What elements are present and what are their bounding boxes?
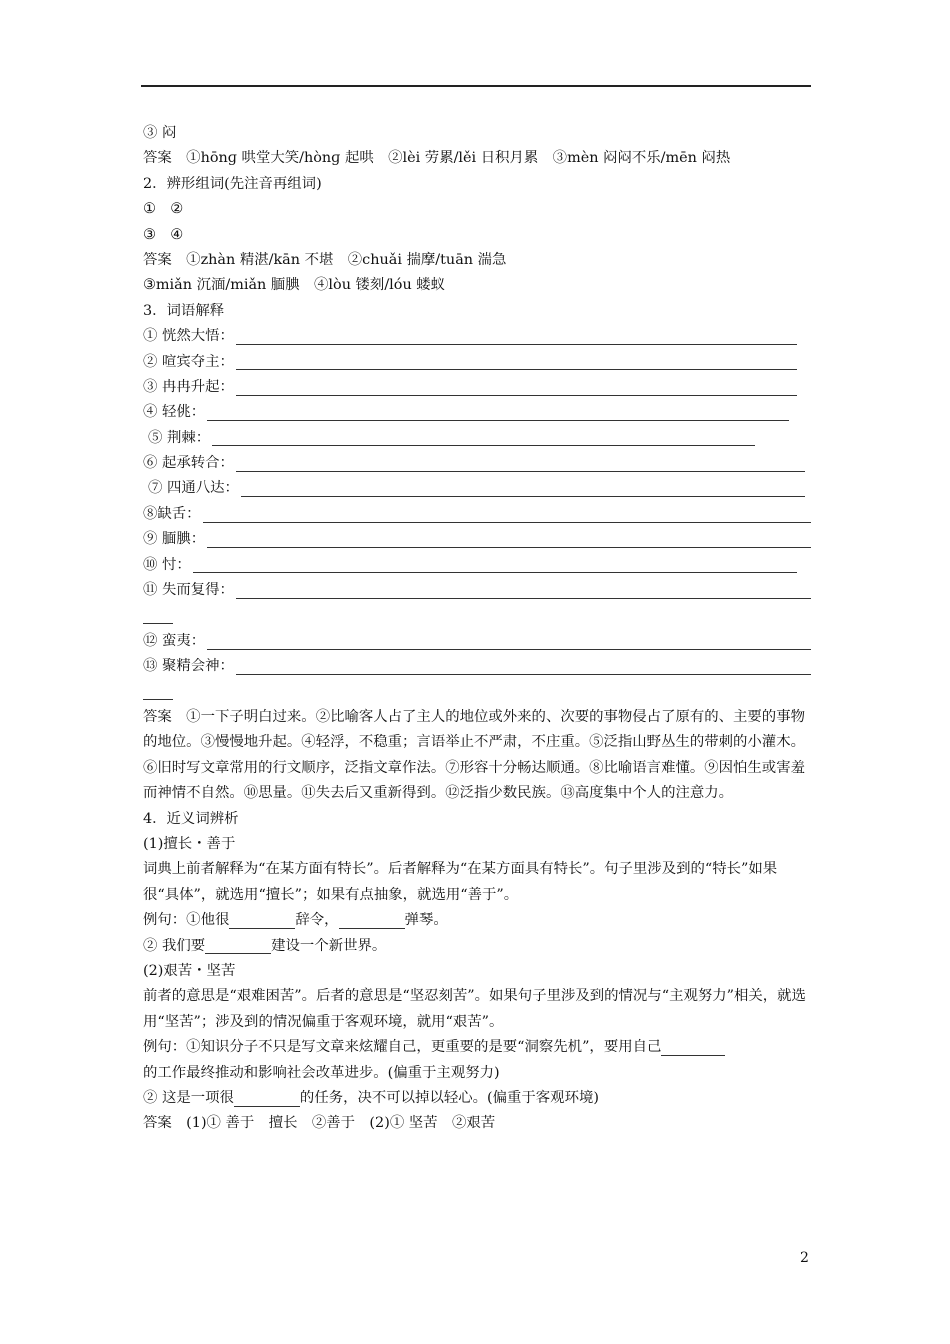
term-row xyxy=(143,578,811,603)
document-body xyxy=(143,121,811,1137)
term-label: ⑤ 荆棘： xyxy=(148,429,211,446)
term-row xyxy=(143,654,811,679)
example-text: ② 这是一项很 xyxy=(143,1089,234,1106)
example-text: 弹琴。 xyxy=(404,912,448,929)
answer-blank[interactable] xyxy=(236,380,797,396)
term-row-continuation xyxy=(143,680,811,705)
example-text: 辞令， xyxy=(295,912,339,929)
page-number: 2 xyxy=(800,1250,809,1266)
answer-blank[interactable] xyxy=(212,430,755,446)
term-row xyxy=(143,375,811,400)
sec2-row2: ③ ④ xyxy=(143,226,184,243)
term-row xyxy=(143,350,811,375)
fill-blank[interactable] xyxy=(339,913,405,929)
example-text: 的任务，决不可以掉以轻心。(偏重于客观环境) xyxy=(299,1089,599,1106)
answer-blank[interactable] xyxy=(193,557,797,573)
term-row xyxy=(143,400,811,425)
term-label: ① 恍然大悟： xyxy=(143,328,234,345)
term-label: ⑥ 起承转合： xyxy=(143,455,234,472)
sec4-sub2-example1a xyxy=(143,1035,811,1060)
fill-blank[interactable] xyxy=(229,913,295,929)
term-label: ⑦ 四通八达： xyxy=(148,480,239,497)
answer-blank[interactable] xyxy=(236,354,797,370)
fill-blank[interactable] xyxy=(234,1091,300,1107)
sec2-answer1: 答案 ①zhàn 精湛/kān 不堪 ②chuǎi 揣摩/tuān 湍急 xyxy=(143,251,507,268)
term-row xyxy=(143,451,811,476)
sec4-sub1-example2 xyxy=(143,934,811,959)
sec4-sub2-example1b: 的工作最终推动和影响社会改革进步。(偏重于主观努力) xyxy=(143,1064,500,1081)
answer-blank[interactable] xyxy=(236,659,811,675)
answer-blank[interactable] xyxy=(241,481,805,497)
fill-blank[interactable] xyxy=(661,1040,725,1056)
example-text: 例句：①知识分子不只是写文章来炫耀自己，更重要的是要“洞察先机”，要用自己 xyxy=(143,1039,662,1056)
term-label: ⑩ 忖： xyxy=(143,556,191,573)
term-label: ⑧缺舌： xyxy=(143,505,201,522)
fill-blank[interactable] xyxy=(205,938,271,954)
answer-blank[interactable] xyxy=(143,684,173,700)
answer-blank[interactable] xyxy=(236,583,811,599)
example-text: ② 我们要 xyxy=(143,937,206,954)
example-text: 建设一个新世界。 xyxy=(271,937,387,954)
term-row-continuation xyxy=(143,603,811,628)
sec2-title: 2．辨形组词(先注音再组词) xyxy=(143,175,322,192)
term-row xyxy=(143,553,811,578)
term-label: ⑪ 失而复得： xyxy=(143,582,234,599)
sec2-row1: ① ② xyxy=(143,201,184,218)
answer-blank[interactable] xyxy=(207,405,789,421)
term-row xyxy=(143,324,811,349)
term-label: ⑬ 聚精会神： xyxy=(143,658,234,675)
term-row xyxy=(143,426,811,451)
sec3-answer: 答案 ①一下子明白过来。②比喻客人占了主人的地位或外来的、次要的事物侵占了原有的、主要的事物的地位。③慢慢地升起。④轻浮，不稳重；言语举止不严肃，不庄重。⑤泛指山野丛生的带刺的小灌木。⑥旧时写文章常用的行文顺序，泛指文章作法。⑦形容十分畅达顺通。⑧比喻语言难懂。⑨因怕生或害羞而神情不自然。⑩思量。⑪失去后又重新得到。⑫泛指少数民族。⑬高度集中个人的注意力。 xyxy=(143,708,805,802)
sec1-item3: ③ 闷 xyxy=(143,125,177,141)
sec4-sub1-text: 词典上前者解释为“在某方面有特长”。后者解释为“在某方面具有特长”。句子里涉及到的“特长”如果很“具体”，就选用“擅长”；如果有点抽象，就选用“善于”。 xyxy=(143,861,778,903)
sec4-sub1-title: (1)擅长・善于 xyxy=(143,836,236,852)
answer-blank[interactable] xyxy=(143,608,173,624)
term-row xyxy=(143,629,811,654)
sec3-title: 3．词语解释 xyxy=(143,302,225,319)
example-text: 例句：①他很 xyxy=(143,912,230,929)
sec4-sub1-example1 xyxy=(143,908,811,933)
answer-blank[interactable] xyxy=(207,634,811,650)
sec4-answer: 答案 (1)① 善于 擅长 ②善于 (2)① 坚苦 ②艰苦 xyxy=(143,1115,496,1132)
term-label: ② 喧宾夺主： xyxy=(143,353,234,370)
answer-blank[interactable] xyxy=(203,507,811,523)
header-rule xyxy=(141,85,811,87)
sec4-sub2-text: 前者的意思是“艰难困苦”。后者的意思是“坚忍刻苦”。如果句子里涉及到的情况与“主观努力”相关，就选用“坚苦”；涉及到的情况偏重于客观环境，就用“艰苦”。 xyxy=(143,988,806,1030)
answer-blank[interactable] xyxy=(236,329,797,345)
term-row xyxy=(143,476,811,501)
term-label: ④ 轻佻： xyxy=(143,404,206,421)
term-row xyxy=(143,527,811,552)
sec4-sub2-title: (2)艰苦・坚苦 xyxy=(143,962,236,979)
answer-blank[interactable] xyxy=(207,532,811,548)
sec4-sub2-example2 xyxy=(143,1086,811,1111)
term-label: ⑨ 腼腆： xyxy=(143,531,206,548)
sec4-title: 4．近义词辨析 xyxy=(143,810,239,827)
term-row xyxy=(143,502,811,527)
term-label: ⑫ 蛮夷： xyxy=(143,632,206,649)
sec2-answer2: ③miǎn 沉湎/miǎn 腼腆 ④lòu 镂刻/lóu 蝼蚁 xyxy=(143,277,446,294)
answer-blank[interactable] xyxy=(236,456,805,472)
sec1-answer: 答案 ①hōnɡ 哄堂大笑/hònɡ 起哄 ②lèi 劳累/lěi 日积月累 ③mèn 闷闷不乐/mēn 闷热 xyxy=(143,150,731,167)
term-label: ③ 冉冉升起： xyxy=(143,378,234,395)
